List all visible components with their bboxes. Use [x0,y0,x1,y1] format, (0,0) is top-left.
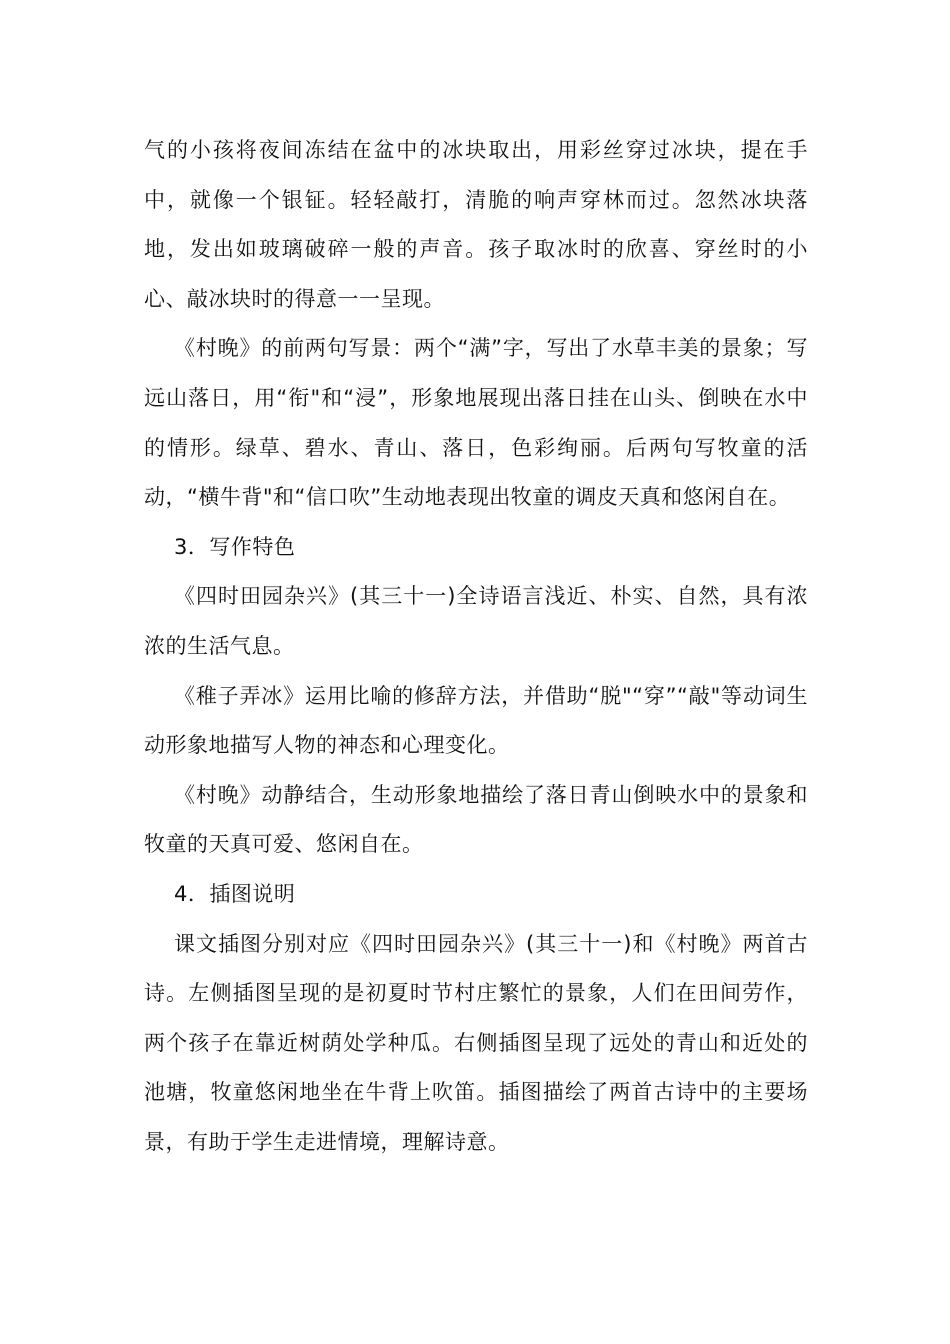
paragraph-village-evening-analysis: 《村晚》的前两句写景：两个“满”字，写出了水草丰美的景象；写远山落日，用“衔"和“浸”，形象地展现出落日挂在山头、倒映在水中的情形。绿草、碧水、青山、落日，色彩绚丽。后两句写牧童的活动，“横牛背"和“信口吹”生动地表现出牧童的调皮天真和悠闲自在。 [144,336,808,510]
paragraph-village-evening-features: 《村晚》动静结合，生动形象地描绘了落日青山倒映水中的景象和牧童的天真可爱、悠闲自在。 [144,782,808,857]
section-heading-illustration-notes: 4．插图说明 [174,881,296,906]
document-page [144,126,808,1167]
paragraph-ice-play-continued: 气的小孩将夜间冻结在盆中的冰块取出，用彩丝穿过冰块，提在手中，就像一个银钲。轻轻敲打，清脆的响声穿林而过。忽然冰块落地，发出如玻璃破碎一般的声音。孩子取冰时的欣喜、穿丝时的小心、敲冰块时的得意一一呈现。 [144,138,808,311]
paragraph-illustration-description: 课文插图分别对应《四时田园杂兴》(其三十一)和《村晚》两首古诗。左侧插图呈现的是初夏时节村庄繁忙的景象，人们在田间劳作，两个孩子在靠近树荫处学种瓜。右侧插图呈现了远处的青山和近处的池塘，牧童悠闲地坐在牛背上吹笛。插图描绘了两首古诗中的主要场景，有助于学生走进情境，理解诗意。 [144,931,808,1154]
section-heading-writing-features: 3．写作特色 [174,534,296,559]
paragraph-four-seasons-features: 《四时田园杂兴》(其三十一)全诗语言浅近、朴实、自然，具有浓浓的生活气息。 [144,584,808,658]
paragraph-ice-play-features: 《稚子弄冰》运用比喻的修辞方法，并借助“脱"“穿”“敲"等动词生动形象地描写人物的神态和心理变化。 [144,683,808,758]
